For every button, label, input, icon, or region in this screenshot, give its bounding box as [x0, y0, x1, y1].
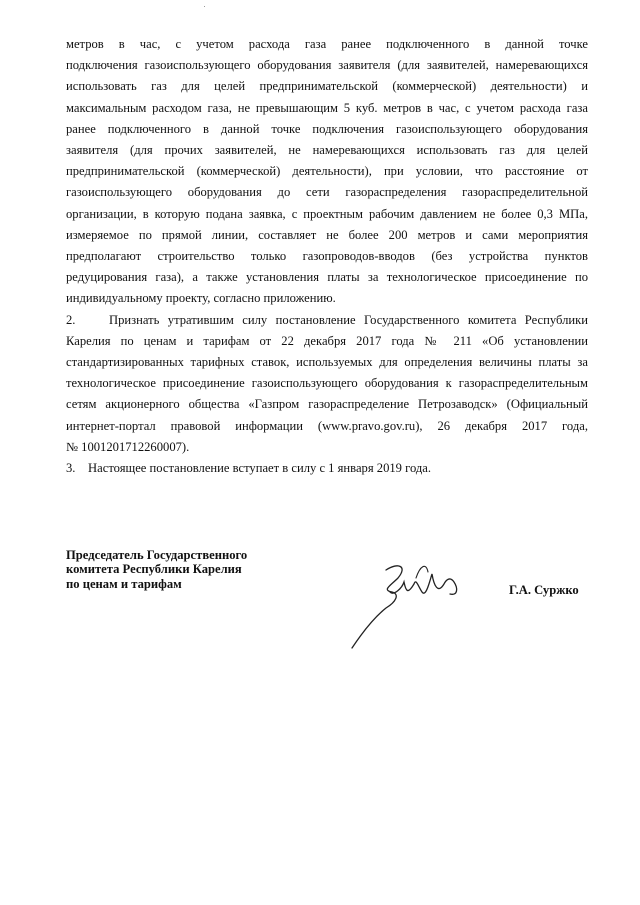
signatory-name: Г.А. Суржко: [509, 583, 579, 597]
text-line: № 1001201712260007).: [66, 439, 190, 454]
text-line: стандартизированных тарифных ставок, используемых для определения величины платы за: [66, 355, 588, 370]
text-line: предполагают строительство только газопроводов-вводов (без устройства пунктов: [66, 249, 588, 264]
paragraph-2: [66, 310, 588, 458]
paragraph-1-continuation: [66, 34, 588, 310]
scan-speck: [204, 6, 205, 7]
text-line: измеряемое по прямой линии, составляет не более 200 метров и сами мероприятия: [66, 227, 588, 242]
text-line: интернет-портал правовой информации (www.pravo.gov.ru), 26 декабря 2017 года,: [66, 418, 588, 433]
text-line: технологическое присоединение газоиспользующего оборудования к газораспределительным: [66, 376, 588, 391]
text-line: 3. Настоящее постановление вступает в силу с 1 января 2019 года.: [66, 461, 432, 476]
signatory-title-line: Председатель Государственного: [66, 548, 248, 562]
text-line: редуцирования газа), а также установления платы за технологическое присоединение по: [66, 270, 588, 285]
text-line: газоиспользующего оборудования до сети газораспределения газораспределительной: [66, 185, 588, 200]
text-line: индивидуальному проекту, согласно приложению.: [66, 291, 336, 306]
text-line: использовать газ для целей предпринимательской (коммерческой) деятельности) и: [66, 79, 588, 94]
signatory-title: [66, 548, 247, 591]
text-line: заявителя (для прочих заявителей, не намеревающихся использовать газ для целей: [66, 143, 588, 158]
text-line: подключения газоиспользующего оборудования заявителя (для заявителей, намеревающихся: [66, 58, 588, 73]
text-line: предпринимательской (коммерческой) деятельности), при условии, что расстояние от: [66, 164, 588, 179]
text-line: метров в час, с учетом расхода газа ранее подключенного в данной точке: [66, 37, 588, 51]
handwritten-signature: [346, 558, 486, 653]
document-body: [66, 34, 588, 479]
text-line: ранее подключенного в данной точке подключения газоиспользующего оборудования: [66, 121, 588, 136]
paragraph-3: [66, 458, 588, 479]
text-line: Карелия по ценам и тарифам от 22 декабря 2017 года № 211 «Об установлении: [66, 333, 588, 348]
text-line: организации, в которую подана заявка, с проектным рабочим давлением не более 0,3 МПа,: [66, 206, 588, 221]
text-line: 2. Признать утратившим силу постановление Государственного комитета Республики: [66, 312, 588, 327]
signatory-title-line: комитета Республики Карелия: [66, 562, 242, 577]
text-line: сетям акционерного общества «Газпром газораспределение Петрозаводск» (Официальный: [66, 397, 588, 412]
signatory-title-line: по ценам и тарифам: [66, 576, 182, 591]
text-line: максимальным расходом газа, не превышающим 5 куб. метров в час, с учетом расхода газа: [66, 100, 588, 115]
